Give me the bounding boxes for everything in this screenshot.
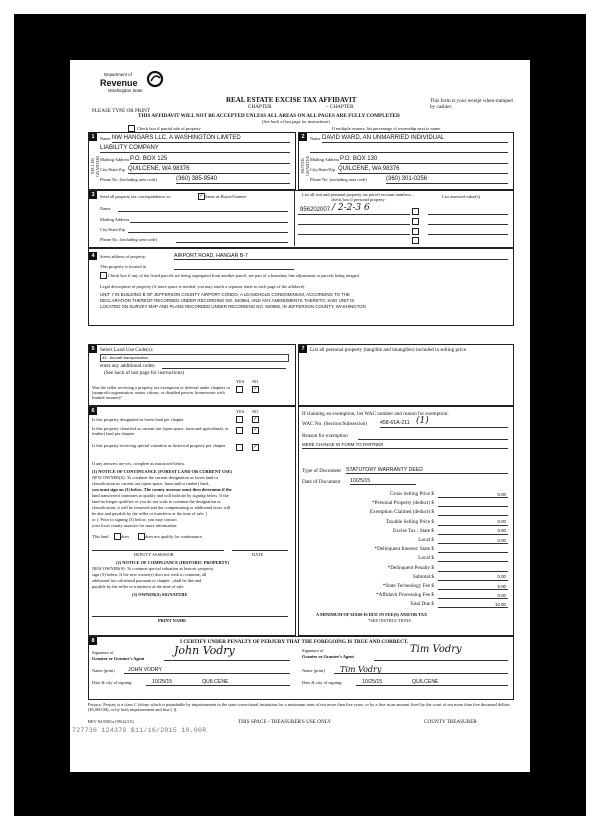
- notice1-line: classification, it will be removed and the compensating or additional taxes will: [92, 505, 231, 510]
- county-treasurer-label: COUNTY TREASURER: [424, 719, 477, 725]
- see-back-note: (See back of last page for instructions): [262, 119, 330, 124]
- land-use-label: Select Land Use Code(s):: [100, 347, 154, 353]
- deputy-assessor-label: DEPUTY ASSESSOR: [134, 552, 174, 557]
- grantor-name-label: Name (print): [92, 668, 115, 673]
- forest-q3-yes[interactable]: [236, 444, 243, 451]
- notice1-line: or ). Prior to signing (3) below, you may contact: [92, 517, 177, 522]
- additional-codes-label: enter any additional codes:: [100, 363, 156, 369]
- land-use-select[interactable]: 43 - Aircraft transportation: [100, 354, 289, 362]
- parcel-header: List all real and personal property tax parcel account numbers – check box if personal property: [302, 192, 414, 202]
- not-accepted-warning: THIS AFFIDAVIT WILL NOT BE ACCEPTED UNLESS ALL AREAS ON ALL PAGES ARE FULLY COMPLETED: [138, 113, 400, 119]
- forest-q2-yes[interactable]: [236, 427, 243, 434]
- notice1-title: (1) NOTICE OF CONTINUANCE (FOREST LAND OR CURRENT USE): [92, 469, 232, 474]
- notice1-line: be due and payable by the seller or transferor at the time of sale. (: [92, 511, 208, 516]
- tax-name-label: Name: [100, 206, 111, 211]
- please-type: PLEASE TYPE OR PRINT: [92, 108, 150, 114]
- grantor-agent-label: Grantor or Grantor's Agent: [92, 656, 145, 661]
- total-row-value[interactable]: 0.00: [497, 491, 506, 497]
- reason-text[interactable]: MERE CHANGE IN FORM TO PARTNER: [302, 442, 384, 447]
- seller-name[interactable]: NW HANGARS LLC, A WASHINGTON LIMITED: [112, 135, 241, 141]
- treasurer-space-label: THIS SPACE - TREASURER'S USE ONLY: [238, 719, 332, 725]
- partial-sale-label: Check box if partial sale of property: [137, 126, 201, 131]
- forest-q1-yes[interactable]: [236, 416, 243, 423]
- grantee-agent-label: Grantee or Grantee's Agent: [302, 654, 354, 659]
- doc-date-label: Date of Document: [302, 479, 341, 485]
- buyer-name-label: Name: [310, 136, 321, 141]
- total-row-value[interactable]: 5.00: [497, 583, 506, 589]
- grantee-city[interactable]: QUILCENE: [412, 679, 439, 685]
- buyer-addr-label: Mailing Address: [310, 157, 340, 162]
- affidavit-form: [70, 60, 530, 772]
- form-revision: REV 84 0001a (09/22/15): [88, 719, 134, 724]
- exemption-claim-label: If claiming an exemption, list WAC number and reason for exemption:: [302, 411, 449, 417]
- certify-statement: I CERTIFY UNDER PENALTY OF PERJURY THAT THE FOREGOING IS TRUE AND CORRECT.: [180, 639, 409, 645]
- chapter-label: CHAPTER: [248, 104, 272, 110]
- date-label: DATE: [252, 552, 264, 557]
- total-row-value[interactable]: 0.00: [497, 537, 506, 543]
- notice2-title: (2) NOTICE OF COMPLIANCE (HISTORIC PROPERTY): [116, 560, 230, 565]
- wac-handwriting: (1): [416, 416, 429, 426]
- assessed-header: List assessed value(s): [442, 194, 481, 199]
- buyer-city-label: City/State/Zip: [310, 167, 335, 172]
- revenue-logo-icon: [146, 70, 164, 88]
- perjury-notice: Perjury: Perjury is a class C felony which is punishable by imprisonment in the state correctional institution for a maximum term of not more than five years, or by a fine in an amount fixed by the court of not more than five thousand dollars ($5,000.00), or by both imprisonment and fine ( )).: [88, 702, 510, 712]
- total-row-label: Exemption Claimed (deduct) $: [369, 509, 434, 516]
- grantee-date[interactable]: 10/25/15: [362, 679, 383, 685]
- notice1-line: your local county assessor for more information.: [92, 523, 178, 528]
- total-row-value[interactable]: 0.00: [497, 528, 506, 534]
- total-row-label: Total Due $: [409, 601, 434, 608]
- this-land-label: This land: [92, 534, 109, 539]
- total-row-value[interactable]: 0.00: [497, 574, 506, 580]
- segregated-checkbox[interactable]: [100, 272, 107, 279]
- exempt-question: Was the seller receiving a property tax exemption or deferral under chapters or (nonprofit organization, senior citizen, or disabled person, homeowner with limited income)?: [92, 385, 231, 400]
- forest-q1: Is this property designated as forest land per chapter: [92, 417, 184, 422]
- seller-city[interactable]: QUILCENE, WA 98376: [128, 166, 190, 172]
- parcel-personal-checkbox-3[interactable]: [412, 228, 419, 235]
- total-row-label: *Affidavit Processing Fee $: [376, 592, 434, 599]
- total-row-label: *Delinquent Interest: State $: [374, 546, 434, 553]
- grantor-date-label: Date & city of signing:: [92, 680, 133, 685]
- grantee-signature[interactable]: Tim Vodry: [410, 644, 462, 655]
- parcel-handwriting: / 2-2-3 6: [332, 203, 370, 213]
- section-2-number: 2: [299, 133, 307, 141]
- total-row-label: Taxable Selling Price $: [385, 518, 434, 525]
- wac-number[interactable]: 458-61A-211: [380, 420, 410, 426]
- seller-city-label: City/State/Zip: [100, 167, 125, 172]
- receipt-note: This form is your receipt when stamped by cashier.: [430, 98, 513, 110]
- forest-no: NO: [252, 409, 259, 414]
- street-address[interactable]: AIRPORT ROAD, HANGAR B-7: [174, 253, 248, 259]
- does-not-label: does not qualify for continuance.: [145, 534, 203, 539]
- seller-side-label: SELLER GRANTOR: [90, 155, 100, 177]
- any-yes-note: If any answers are yes, complete as instructed below.: [92, 461, 186, 466]
- buyer-address[interactable]: P.O. BOX 130: [340, 156, 378, 162]
- forest-q3: Is this property receiving special valuation as historical property per chapter: [92, 443, 226, 448]
- print-name-label: PRINT NAME: [158, 618, 187, 623]
- dept-label: Department of: [104, 72, 132, 77]
- partial-sale-checkbox[interactable]: [128, 125, 135, 132]
- parcel-number[interactable]: 956202007: [300, 207, 331, 213]
- seller-address[interactable]: P.O. BOX 125: [130, 156, 168, 162]
- total-row-label: Subtotal $: [412, 573, 434, 580]
- wac-label: WAC No. (Section/Subsection): [302, 421, 367, 427]
- doc-type-label: Type of Document: [302, 468, 341, 474]
- form-title: REAL ESTATE EXCISE TAX AFFIDAVIT: [226, 96, 357, 104]
- section-4-number: 4: [89, 252, 97, 260]
- forest-q2-no[interactable]: ✓: [253, 428, 258, 433]
- total-row-label: Excise Tax : State $: [392, 527, 434, 534]
- land-use-yes: YES: [236, 379, 245, 384]
- minimum-due-note: A MINIMUM OF $10.00 IS DUE IN FEE(S) AND/OR TAX: [316, 612, 428, 617]
- legal-label: Legal description of property (if more space is needed, you may attach a separate sheet to each page of the affidavit): [100, 284, 305, 289]
- does-checkbox[interactable]: [114, 533, 121, 540]
- legal-line-3[interactable]: LOCATED ON SURVEY MAP AND PLANS RECORDED UNDER RECORDING NO. 940985, IN JEFFERSON COUNTY, WASHINGTON: [100, 304, 366, 309]
- doc-date[interactable]: 10/25/15: [350, 478, 371, 484]
- does-label: does: [121, 534, 130, 539]
- notice1-line: land no longer qualifies or you do not wish to continue the designation or: [92, 499, 221, 504]
- see-instructions-note: *SEE INSTRUCTIONS: [368, 618, 411, 623]
- located-in-label: This property is located in: [100, 264, 147, 269]
- exempt-no-checkbox[interactable]: ✓: [253, 387, 258, 392]
- multiple-owners-note: If multiple owners, list percentage of ownership next to name.: [332, 126, 442, 131]
- chapter-wac-label: – CHAPTER: [326, 104, 354, 110]
- treasurer-stamp: 727736 124379 $11/16/2015 10.00R: [72, 727, 207, 734]
- buyer-side-label: BUYER GRANTEE: [300, 155, 310, 177]
- buyer-phone-label: Phone No. (including area code): [310, 177, 367, 182]
- state-label: Washington State: [108, 88, 143, 93]
- grantor-name[interactable]: JOHN VODRY: [128, 667, 162, 673]
- parcel-personal-checkbox-2[interactable]: [412, 218, 419, 225]
- notice1-line: classification as current use (open space, farm and/or timber) land,: [92, 481, 209, 486]
- section-3-number: 3: [89, 191, 97, 199]
- notice2-line: sign (3) below. If the new owner(s) does not wish to continue, all: [92, 572, 207, 577]
- forest-q1-no[interactable]: ✓: [253, 417, 258, 422]
- buyer-phone[interactable]: (360) 301-0256: [386, 176, 428, 182]
- scan-border: [14, 14, 586, 816]
- land-use-see-back: (See back of last page for instructions): [104, 370, 185, 376]
- segregated-label: Check box if any of the listed parcels are being segregated from another parcel, are part of a boundary line adjustment or parcels being merged.: [108, 273, 360, 278]
- section-7-number: 7: [299, 345, 307, 353]
- buyer-name[interactable]: DAVID WARD, AN UNMARRIED INDIVIDUAL: [322, 135, 445, 141]
- seller-addr-label: Mailing Address: [100, 157, 130, 162]
- tax-corr-label: Send all property tax correspondence to:: [100, 194, 172, 199]
- street-label: Street address of property:: [100, 254, 147, 259]
- parcel-personal-checkbox-1[interactable]: [412, 208, 419, 215]
- tax-addr-label: Mailing Address: [100, 217, 130, 222]
- grantee-name[interactable]: Tim Vodry: [340, 665, 382, 674]
- notice1-line: land transferred continues to qualify and will indicate by signing below. If the: [92, 493, 229, 498]
- forest-q3-no[interactable]: ✓: [253, 445, 258, 450]
- section-1-number: 1: [89, 133, 97, 141]
- total-row-label: *State Technology Fee $: [382, 583, 434, 589]
- section-5-number: 5: [89, 345, 97, 353]
- owner-signature-label: (3) OWNER(S) SIGNATURE: [132, 592, 188, 597]
- seller-name-line2[interactable]: LIABILITY COMPANY: [100, 145, 159, 151]
- grantee-name-label: Name (print): [302, 668, 325, 673]
- land-use-no: NO: [252, 379, 259, 384]
- notice1-line: you must sign on (3) below. The county assessor must then determine if the: [92, 487, 232, 492]
- personal-property-label: List all personal property (tangible and intangible) included in selling price.: [310, 347, 468, 353]
- legal-line-2[interactable]: DECLARATION THEREOF RECORDED UNDER RECORDING NO. 940984, AND ANY AMENDMENTS THERETO; SAID UNIT IS: [100, 298, 355, 303]
- notice2-line: payable by the seller or transferor at the time of sale.: [92, 584, 185, 589]
- does-not-checkbox[interactable]: [138, 533, 145, 540]
- same-as-buyer-label: Same as Buyer/Grantee: [205, 194, 247, 199]
- total-row-label: Local $: [418, 537, 434, 543]
- same-as-buyer-checkbox[interactable]: ✓: [199, 194, 204, 199]
- grantee-sig-label: Signature of: [302, 648, 324, 653]
- section-6-number: 6: [89, 407, 97, 415]
- legal-line-1[interactable]: UNIT 7 IN BUILDING B OF JEFFERSON COUNTY AIRPORT CONDO, A LEASEHOLD CONDOMINIUM, ACCORDING TO THE: [100, 292, 350, 297]
- seller-phone-label: Phone No. (including area code): [100, 177, 157, 182]
- tax-city-label: City/State/Zip: [100, 227, 125, 232]
- grantor-signature[interactable]: John Vodry: [174, 644, 235, 657]
- tax-phone-label: Phone No. (including area code): [100, 237, 157, 242]
- grantee-date-label: Date & city of signing:: [302, 680, 343, 685]
- notice2-line: additional tax calculated pursuant to chapter , shall be due and: [92, 578, 202, 583]
- total-row-label: Gross Selling Price $: [390, 491, 434, 497]
- seller-name-label: Name: [100, 136, 111, 141]
- total-row-value[interactable]: 0.00: [497, 592, 506, 598]
- total-row-value[interactable]: 0.00: [497, 519, 506, 525]
- grantor-city[interactable]: QUILCENE: [202, 679, 229, 685]
- revenue-logo-text: Revenue: [100, 78, 138, 88]
- notice1-line: NEW OWNER(S): To continue the current designation as forest land or: [92, 475, 219, 480]
- total-row-label: Local $: [418, 555, 434, 562]
- reason-label: Reason for exemption: [302, 433, 348, 439]
- parcel-personal-checkbox-4[interactable]: [412, 237, 419, 244]
- grantor-date[interactable]: 10/25/15: [152, 679, 173, 685]
- buyer-city[interactable]: QUILCENE, WA 98376: [338, 166, 400, 172]
- doc-type[interactable]: STATUTORY WARRANTY DEED: [346, 467, 424, 473]
- section-8-number: 8: [89, 637, 97, 645]
- forest-q2: Is this property classified as current use (open space, farm and agricultural, or timber) land per chapter: [92, 426, 229, 436]
- forest-yes: YES: [236, 409, 245, 414]
- total-row-label: *Delinquent Penalty $: [387, 564, 434, 571]
- total-row-value[interactable]: 10.00: [495, 601, 506, 607]
- seller-phone[interactable]: (360) 385-9540: [176, 176, 218, 182]
- personal-property-section: [298, 344, 514, 406]
- notice2-line: NEW OWNER(S): To continue special valuation as historic property,: [92, 566, 215, 571]
- grantor-sig-label: Signature of: [92, 650, 114, 655]
- total-row-label: *Personal Property (deduct) $: [371, 500, 434, 507]
- exempt-yes-checkbox[interactable]: [236, 386, 243, 393]
